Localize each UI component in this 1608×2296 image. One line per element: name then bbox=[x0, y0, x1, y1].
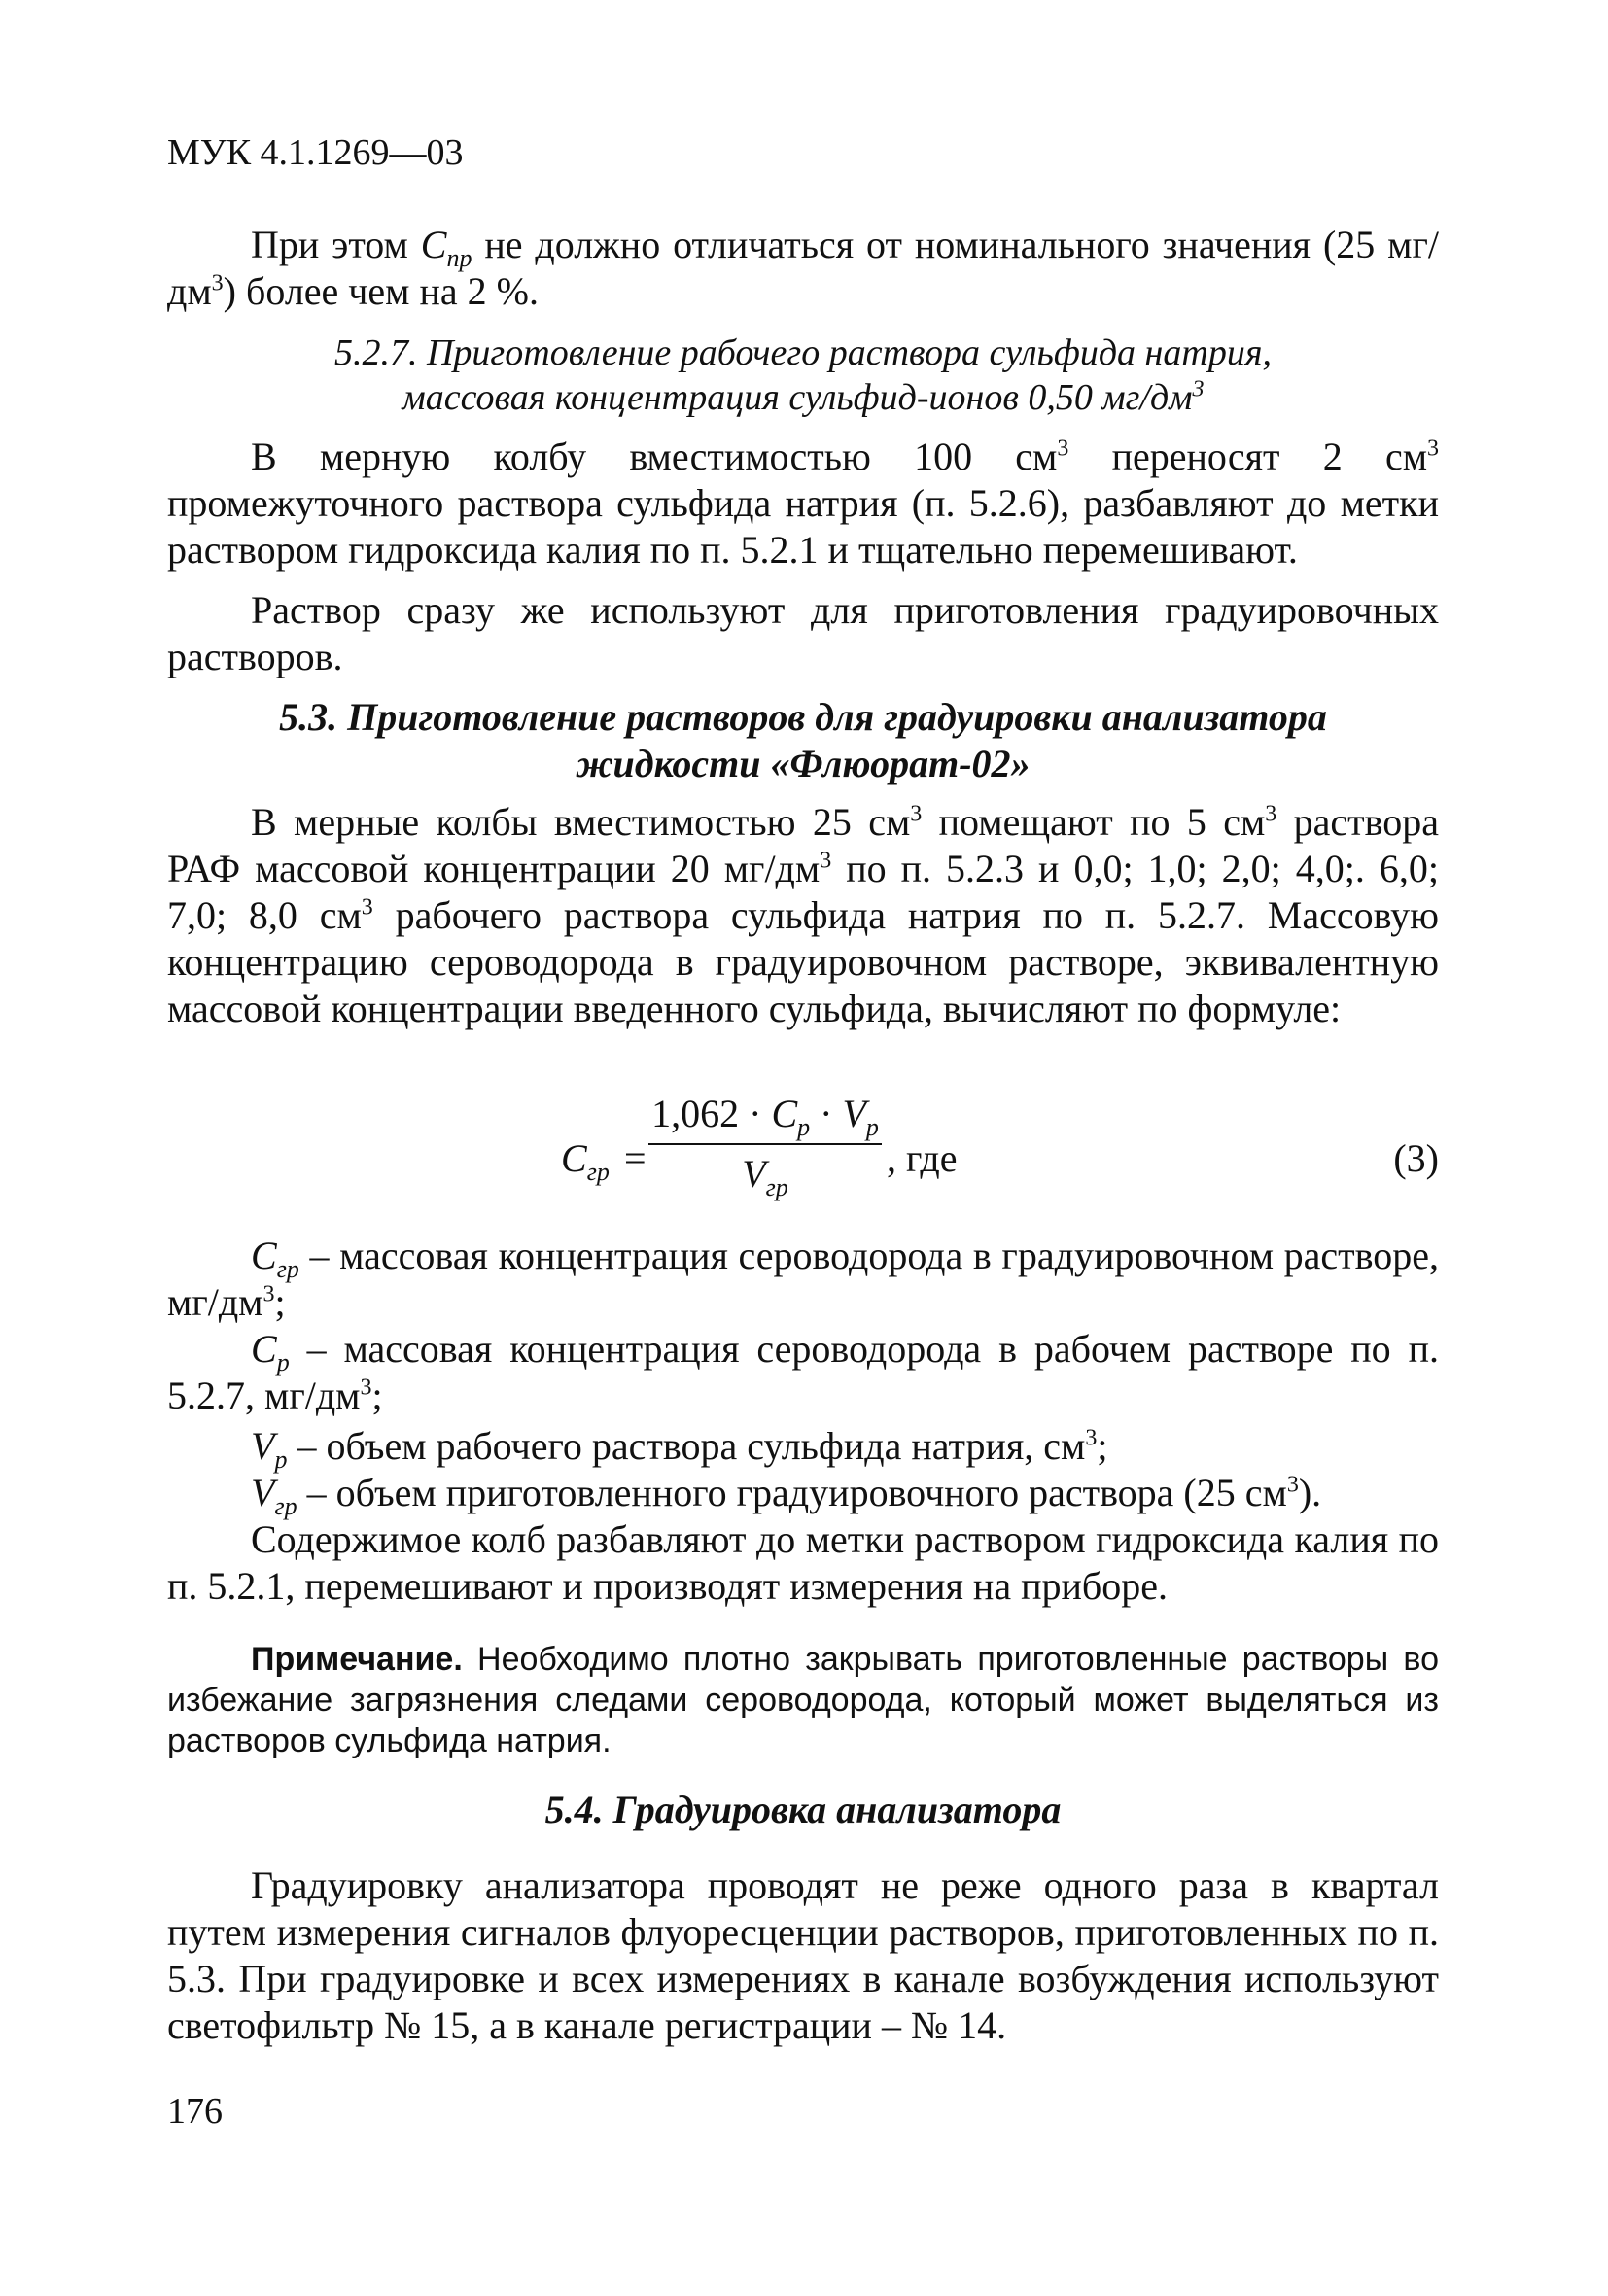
formula-numerator: $1,062 \cdot C_p \cdot V_p$ bbox=[651, 1092, 879, 1141]
superscript: 3 bbox=[1265, 801, 1277, 827]
definition-vgr: $V_{гр}$ – объем приготовленного градуировочного раствора (25 $см^3$). bbox=[251, 1471, 1322, 1520]
note-label: Примечание. bbox=[251, 1641, 463, 1678]
section-title-53 bbox=[167, 694, 1439, 787]
text-segment: В мерные колбы вместимостью 25 см bbox=[251, 800, 911, 844]
superscript: 3 bbox=[1057, 435, 1069, 462]
formula-number: (3) bbox=[1393, 1136, 1439, 1180]
superscript: 3 bbox=[820, 848, 832, 874]
section-title-54: 5.4. Градуировка анализатора bbox=[544, 1788, 1062, 1831]
text-segment: помещают по 5 см bbox=[922, 800, 1266, 844]
paragraph-working-solution bbox=[167, 434, 1439, 574]
text-segment: по п. 5.2.3 и 0,0; 1,0; 2,0; 4,0;. 6,0; 7,0; 8,0 см bbox=[167, 847, 1439, 937]
text-segment: При этом bbox=[251, 223, 421, 266]
text-segment: промежуточного раствора сульфида натрия (п. 5.2.6), разбавляют до метки раствором гидроксида калия по п. 5.2.1 и тщательно перемешивают. bbox=[167, 481, 1439, 572]
formula-3 bbox=[167, 1087, 1439, 1233]
document-code-header: МУК 4.1.1269—03 bbox=[167, 132, 464, 173]
note-text: Необходимо плотно закрывать приготовленные растворы во избежание загрязнения следами сероводорода, который может выделяться из растворов сульфида натрия. bbox=[167, 1641, 1439, 1759]
definition-vp: $V_p$ – объем рабочего раствора сульфида натрия, $см^3$; bbox=[251, 1424, 1108, 1474]
formula-where: , где bbox=[887, 1136, 958, 1180]
text-segment: рабочего раствора сульфида натрия по п. 5.2.7. Массовую концентрацию сероводорода в градуировочном растворе, эквивалентную массовой концентрации введенного сульфида, вычисляют по формуле: bbox=[167, 893, 1439, 1030]
symbol-c: C bbox=[420, 223, 447, 266]
text-segment: переносят 2 см bbox=[1068, 435, 1428, 478]
page-number: 176 bbox=[167, 2091, 223, 2132]
subsection-title-527 bbox=[167, 330, 1439, 420]
definition-cp: $C_p$ – массовая концентрация сероводорода в рабочем растворе по п. 5.2.7, $мг/дм^3$; bbox=[167, 1327, 1439, 1417]
paragraph-solution-use: Раствор сразу же используют для приготовления градуировочных растворов. bbox=[167, 588, 1439, 678]
formula-lhs: $C_{гр}$ bbox=[561, 1136, 610, 1186]
note-block bbox=[167, 1639, 1439, 1761]
formula-denominator: $V_{гр}$ bbox=[742, 1152, 788, 1201]
paragraph-calibration-solutions bbox=[167, 799, 1439, 1032]
superscript: 3 bbox=[211, 270, 224, 296]
paragraph-cpr-tolerance bbox=[167, 222, 1439, 315]
section-title-line: жидкости «Флюорат-02» bbox=[576, 742, 1031, 785]
text-segment: В мерную колбу вместимостью 100 см bbox=[251, 435, 1058, 478]
text-segment: раствора РАФ массовой концентрации 20 мг/дм bbox=[167, 800, 1440, 890]
definition-cgr: $C_{гр}$ – массовая концентрация сероводорода в градуировочном растворе, $мг/дм^3$; bbox=[167, 1234, 1439, 1324]
text-segment: не должно отличаться от номинального значения (25 мг/дм bbox=[167, 223, 1440, 313]
text-segment: ) более чем на 2 %. bbox=[223, 269, 539, 313]
formula-equals: = bbox=[624, 1136, 647, 1180]
section-title-line: 5.3. Приготовление растворов для градуировки анализатора bbox=[279, 695, 1327, 739]
paragraph-dilution: Содержимое колб разбавляют до метки раствором гидроксида калия по п. 5.2.1, перемешивают и производят измерения на приборе. bbox=[167, 1517, 1439, 1608]
symbol-subscript: пр bbox=[446, 244, 472, 272]
formula-fraction bbox=[648, 1087, 882, 1201]
superscript: 3 bbox=[910, 801, 923, 827]
superscript: 3 bbox=[1427, 435, 1440, 462]
subsection-title-line: массовая концентрация сульфид-ионов 0,50 $мг/дм^3$ bbox=[402, 376, 1205, 418]
superscript: 3 bbox=[361, 894, 373, 921]
subsection-title-line: 5.2.7. Приготовление рабочего раствора сульфида натрия, bbox=[333, 332, 1273, 373]
fraction-bar bbox=[648, 1143, 882, 1145]
paragraph-calibration: Градуировку анализатора проводят не реже одного раза в квартал путем измерения сигналов флуоресценции растворов, приготовленных по п. 5.3. При градуировке и всех измерениях в канале возбуждения используют светофильтр № 15, а в канале регистрации – № 14. bbox=[167, 1863, 1439, 2047]
